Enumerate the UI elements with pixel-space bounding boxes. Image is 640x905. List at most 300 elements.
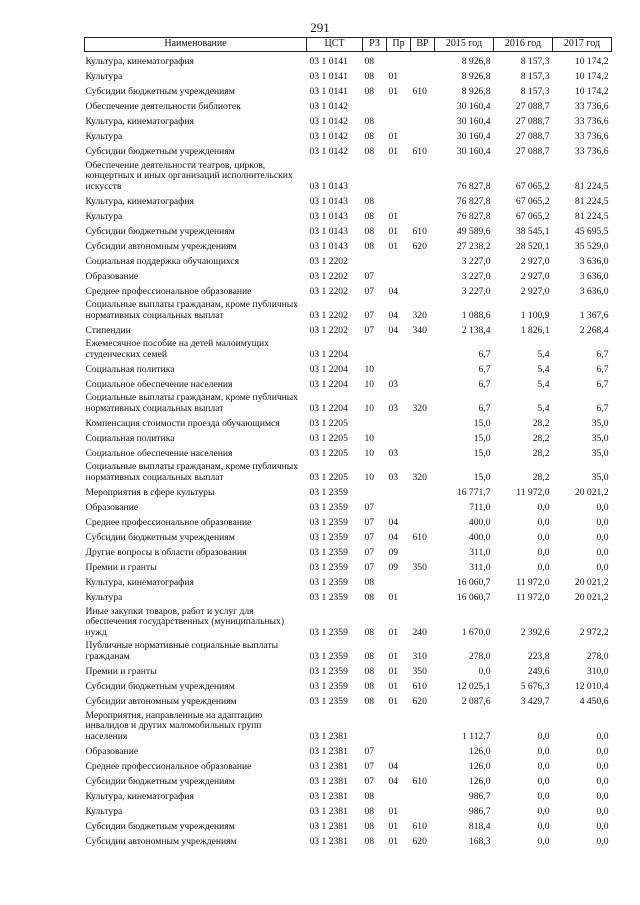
row-name: Культура, кинематография — [85, 55, 194, 67]
row-vr — [411, 267, 435, 282]
row-rz: 07 — [364, 516, 375, 528]
row-value-2017: 33 736,6 — [574, 100, 609, 112]
row-value-2017: 35,0 — [591, 471, 609, 483]
row-rz: 07 — [364, 745, 375, 757]
row-vr — [411, 67, 435, 82]
row-rz — [363, 414, 387, 429]
row-pr — [387, 97, 411, 112]
row-value-2015: 15,0 — [473, 432, 491, 444]
row-value-2017: 1 367,6 — [579, 309, 609, 321]
row-cst: 03 1 2359 — [309, 501, 348, 513]
row-pr: 01 — [388, 210, 399, 222]
row-cst: 03 1 2381 — [309, 730, 348, 742]
row-value-2015: 76 827,8 — [456, 195, 491, 207]
row-cst: 03 1 0141 — [309, 70, 348, 82]
row-cst: 03 1 2359 — [309, 591, 348, 603]
row-vr — [411, 336, 435, 360]
row-value-2015: 30 160,4 — [456, 145, 491, 157]
row-value-2015: 6,7 — [478, 363, 491, 375]
table-row — [85, 662, 612, 677]
row-vr — [411, 787, 435, 802]
row-name: Социальная политика — [85, 363, 175, 375]
row-vr — [411, 498, 435, 513]
row-vr — [411, 414, 435, 429]
row-rz: 08 — [364, 55, 375, 67]
header-2016: 2016 год — [494, 38, 553, 52]
row-vr: 610 — [412, 85, 427, 97]
row-value-2016: 2 927,0 — [520, 270, 550, 282]
row-rz: 08 — [364, 626, 375, 638]
row-value-2017: 0,0 — [596, 805, 609, 817]
row-value-2016: 5 676,3 — [520, 680, 550, 692]
row-vr — [411, 513, 435, 528]
row-pr — [387, 360, 411, 375]
row-rz: 08 — [364, 790, 375, 802]
row-name: Стипендии — [85, 324, 131, 336]
row-value-2016: 3 429,7 — [520, 695, 550, 707]
row-value-2017: 278,0 — [586, 650, 609, 662]
table-row — [85, 832, 612, 847]
row-pr — [387, 267, 411, 282]
row-cst: 03 1 0141 — [309, 55, 348, 67]
row-rz: 07 — [364, 775, 375, 787]
row-name: Субсидии бюджетным учреждениям — [85, 145, 235, 157]
row-value-2016: 0,0 — [537, 546, 550, 558]
row-value-2016: 5,4 — [537, 348, 550, 360]
header-2015: 2015 год — [435, 38, 494, 52]
row-rz: 08 — [364, 195, 375, 207]
row-pr: 03 — [388, 447, 399, 459]
row-pr: 03 — [388, 402, 399, 414]
table-row — [85, 112, 612, 127]
row-name: Социальное обеспечение населения — [85, 447, 233, 459]
row-rz: 08 — [364, 145, 375, 157]
row-value-2017: 20 021,2 — [574, 486, 609, 498]
row-pr: 01 — [388, 130, 399, 142]
row-vr — [411, 282, 435, 297]
row-cst: 03 1 2359 — [309, 531, 348, 543]
row-pr: 01 — [388, 85, 399, 97]
row-rz: 08 — [364, 85, 375, 97]
row-value-2016: 1 826,1 — [520, 324, 550, 336]
row-name: Культура — [85, 591, 123, 603]
row-vr: 620 — [412, 835, 427, 847]
row-value-2015: 8 926,8 — [461, 85, 491, 97]
row-value-2017: 0,0 — [596, 546, 609, 558]
row-pr: 01 — [388, 591, 399, 603]
row-name: Образование — [85, 745, 139, 757]
row-vr: 610 — [412, 225, 427, 237]
row-value-2015: 400,0 — [468, 516, 491, 528]
table-row — [85, 67, 612, 82]
row-rz: 08 — [364, 225, 375, 237]
row-value-2016: 38 545,1 — [515, 225, 550, 237]
row-value-2017: 4 450,6 — [579, 695, 609, 707]
table-row — [85, 638, 612, 662]
row-vr: 340 — [412, 324, 427, 336]
row-pr — [387, 336, 411, 360]
row-cst: 03 1 0142 — [309, 100, 348, 112]
header-pr: Пр — [387, 38, 411, 52]
row-cst: 03 1 2204 — [309, 348, 348, 360]
row-name: Образование — [85, 501, 139, 513]
row-rz: 08 — [364, 591, 375, 603]
row-pr: 01 — [388, 626, 399, 638]
row-value-2016: 11 972,0 — [516, 486, 550, 498]
row-rz: 08 — [364, 70, 375, 82]
row-name: Премии и гранты — [85, 665, 157, 677]
row-value-2015: 2 087,6 — [461, 695, 491, 707]
row-name: Мероприятия в сфере культуры — [85, 486, 215, 498]
row-pr — [387, 742, 411, 757]
row-value-2017: 33 736,6 — [574, 145, 609, 157]
row-value-2017: 0,0 — [596, 516, 609, 528]
row-value-2015: 6,7 — [478, 402, 491, 414]
row-name: Культура, кинематография — [85, 576, 194, 588]
row-rz — [363, 336, 387, 360]
table-row — [85, 603, 612, 638]
row-name: Премии и гранты — [85, 561, 157, 573]
table-header — [85, 38, 612, 52]
row-value-2015: 126,0 — [468, 745, 491, 757]
table-row — [85, 336, 612, 360]
row-value-2016: 0,0 — [537, 745, 550, 757]
row-value-2017: 35,0 — [591, 432, 609, 444]
row-value-2016: 0,0 — [537, 790, 550, 802]
row-name: Социальная политика — [85, 432, 175, 444]
row-rz: 10 — [364, 378, 375, 390]
row-rz: 10 — [364, 402, 375, 414]
row-pr — [387, 52, 411, 68]
row-name: Культура, кинематография — [85, 195, 194, 207]
row-value-2015: 311,0 — [469, 546, 491, 558]
row-vr — [411, 192, 435, 207]
row-pr: 03 — [388, 378, 399, 390]
row-value-2015: 2 138,4 — [461, 324, 491, 336]
row-name: Социальное обеспечение населения — [85, 378, 233, 390]
row-value-2015: 30 160,4 — [456, 115, 491, 127]
table-row — [85, 414, 612, 429]
row-rz: 08 — [364, 805, 375, 817]
row-name: Публичные нормативные социальные выплаты гражданам — [85, 640, 279, 662]
row-vr — [411, 429, 435, 444]
row-value-2015: 76 827,8 — [456, 210, 491, 222]
row-pr — [387, 414, 411, 429]
row-cst: 03 1 2381 — [309, 775, 348, 787]
row-vr — [411, 573, 435, 588]
row-value-2015: 16 060,7 — [456, 576, 491, 588]
row-vr — [411, 483, 435, 498]
row-value-2015: 15,0 — [473, 417, 491, 429]
row-pr: 01 — [388, 650, 399, 662]
row-name: Субсидии бюджетным учреждениям — [85, 225, 235, 237]
table-row — [85, 692, 612, 707]
row-cst: 03 1 2381 — [309, 820, 348, 832]
row-value-2016: 28,2 — [532, 417, 550, 429]
row-value-2017: 10 174,2 — [574, 55, 609, 67]
row-value-2017: 6,7 — [596, 402, 609, 414]
row-name: Мероприятия, направленные на адаптацию инвалидов и других маломобильных групп населения — [85, 709, 263, 742]
row-vr — [411, 360, 435, 375]
row-name: Субсидии автономным учреждениям — [85, 695, 237, 707]
row-value-2015: 8 926,8 — [461, 55, 491, 67]
table-row — [85, 558, 612, 573]
row-vr — [411, 588, 435, 603]
row-value-2017: 0,0 — [596, 760, 609, 772]
row-name: Среднее профессиональное образование — [85, 285, 252, 297]
header-2017: 2017 год — [553, 38, 612, 52]
table-row — [85, 321, 612, 336]
row-rz: 07 — [364, 561, 375, 573]
row-value-2016: 223,8 — [527, 650, 550, 662]
row-value-2016: 2 927,0 — [520, 285, 550, 297]
row-cst: 03 1 2202 — [309, 324, 348, 336]
row-value-2016: 0,0 — [537, 531, 550, 543]
row-rz: 07 — [364, 546, 375, 558]
row-name: Субсидии бюджетным учреждениям — [85, 531, 235, 543]
row-value-2017: 12 010,4 — [574, 680, 609, 692]
row-value-2016: 0,0 — [537, 775, 550, 787]
table-row — [85, 757, 612, 772]
table-row — [85, 543, 612, 558]
row-pr: 01 — [388, 805, 399, 817]
row-rz: 08 — [364, 820, 375, 832]
row-value-2017: 10 174,2 — [574, 85, 609, 97]
row-cst: 03 1 2205 — [309, 417, 348, 429]
row-value-2016: 8 157,3 — [520, 85, 550, 97]
row-pr: 09 — [388, 561, 399, 573]
row-value-2017: 35 529,0 — [574, 240, 609, 252]
row-value-2017: 0,0 — [596, 820, 609, 832]
row-vr: 310 — [412, 650, 427, 662]
row-cst: 03 1 2381 — [309, 805, 348, 817]
row-rz: 08 — [364, 240, 375, 252]
row-vr: 320 — [412, 309, 427, 321]
row-value-2016: 27 088,7 — [515, 145, 550, 157]
row-value-2015: 818,4 — [468, 820, 491, 832]
row-value-2017: 20 021,2 — [574, 576, 609, 588]
row-name: Социальная поддержка обучающихся — [85, 255, 240, 267]
table-row — [85, 817, 612, 832]
row-value-2016: 67 065,2 — [515, 180, 550, 192]
row-pr: 01 — [388, 680, 399, 692]
row-cst: 03 1 2359 — [309, 486, 348, 498]
row-rz: 08 — [364, 695, 375, 707]
row-vr — [411, 757, 435, 772]
row-vr — [411, 127, 435, 142]
row-name: Субсидии автономным учреждениям — [85, 835, 237, 847]
row-value-2016: 27 088,7 — [515, 115, 550, 127]
row-value-2017: 6,7 — [596, 348, 609, 360]
row-cst: 03 1 2205 — [309, 447, 348, 459]
row-value-2016: 5,4 — [537, 363, 550, 375]
row-rz: 07 — [364, 531, 375, 543]
row-cst: 03 1 0143 — [309, 225, 348, 237]
row-name: Образование — [85, 270, 139, 282]
row-pr — [387, 498, 411, 513]
row-value-2015: 76 827,8 — [456, 180, 491, 192]
row-vr — [411, 543, 435, 558]
table-row — [85, 97, 612, 112]
row-cst: 03 1 2205 — [309, 471, 348, 483]
row-value-2017: 3 636,0 — [579, 255, 609, 267]
row-value-2015: 15,0 — [473, 447, 491, 459]
row-cst: 03 1 2204 — [309, 378, 348, 390]
row-vr — [411, 444, 435, 459]
row-rz: 07 — [364, 324, 375, 336]
row-name: Культура — [85, 130, 123, 142]
row-value-2016: 8 157,3 — [520, 70, 550, 82]
row-name: Социальные выплаты гражданам, кроме публичных нормативных социальных выплат — [85, 461, 299, 483]
row-name: Среднее профессиональное образование — [85, 760, 252, 772]
row-pr: 04 — [388, 516, 399, 528]
row-value-2015: 3 227,0 — [461, 270, 491, 282]
row-pr: 01 — [388, 820, 399, 832]
row-pr: 01 — [388, 145, 399, 157]
row-vr: 320 — [412, 402, 427, 414]
row-value-2017: 3 636,0 — [579, 270, 609, 282]
row-cst: 03 1 2202 — [309, 309, 348, 321]
row-vr: 620 — [412, 695, 427, 707]
row-rz: 10 — [364, 447, 375, 459]
budget-table — [84, 37, 612, 847]
row-rz: 08 — [364, 115, 375, 127]
row-rz — [363, 97, 387, 112]
row-value-2017: 45 695,5 — [574, 225, 609, 237]
row-cst: 03 1 2381 — [309, 835, 348, 847]
table-row — [85, 772, 612, 787]
row-cst: 03 1 2381 — [309, 745, 348, 757]
row-value-2016: 28,2 — [532, 432, 550, 444]
row-cst: 03 1 2359 — [309, 516, 348, 528]
row-vr — [411, 97, 435, 112]
page-number: 291 — [310, 20, 330, 35]
row-value-2017: 3 636,0 — [579, 285, 609, 297]
row-value-2017: 20 021,2 — [574, 591, 609, 603]
table-row — [85, 483, 612, 498]
row-name: Культура — [85, 70, 123, 82]
row-cst: 03 1 2359 — [309, 680, 348, 692]
row-value-2015: 1 088,6 — [461, 309, 491, 321]
table-row — [85, 707, 612, 742]
table-row — [85, 192, 612, 207]
row-pr: 04 — [388, 285, 399, 297]
row-name: Культура — [85, 805, 123, 817]
table-body — [85, 52, 612, 848]
row-value-2017: 310,0 — [586, 665, 609, 677]
row-vr: 320 — [412, 471, 427, 483]
row-value-2017: 2 268,4 — [579, 324, 609, 336]
row-pr: 04 — [388, 775, 399, 787]
table-row — [85, 429, 612, 444]
table-row — [85, 444, 612, 459]
row-value-2015: 168,3 — [468, 835, 491, 847]
row-vr: 350 — [412, 665, 427, 677]
row-value-2017: 0,0 — [596, 730, 609, 742]
row-value-2015: 8 926,8 — [461, 70, 491, 82]
header-cst: ЦСТ — [307, 38, 363, 52]
row-value-2015: 311,0 — [469, 561, 491, 573]
table-row — [85, 237, 612, 252]
row-value-2016: 27 088,7 — [515, 130, 550, 142]
row-rz: 07 — [364, 285, 375, 297]
row-pr: 04 — [388, 309, 399, 321]
row-cst: 03 1 0142 — [309, 130, 348, 142]
row-vr: 620 — [412, 240, 427, 252]
row-vr — [411, 742, 435, 757]
row-pr — [387, 252, 411, 267]
row-pr: 03 — [388, 471, 399, 483]
row-cst: 03 1 0141 — [309, 85, 348, 97]
row-vr — [411, 802, 435, 817]
row-rz: 08 — [364, 835, 375, 847]
row-value-2015: 126,0 — [468, 760, 491, 772]
row-rz: 08 — [364, 576, 375, 588]
row-value-2017: 2 972,2 — [579, 626, 609, 638]
row-cst: 03 1 2204 — [309, 402, 348, 414]
row-value-2017: 0,0 — [596, 561, 609, 573]
row-value-2017: 0,0 — [596, 835, 609, 847]
row-value-2015: 0,0 — [478, 665, 491, 677]
row-pr — [387, 787, 411, 802]
header-rz: РЗ — [363, 38, 387, 52]
row-rz: 10 — [364, 471, 375, 483]
row-value-2015: 126,0 — [468, 775, 491, 787]
row-cst: 03 1 2359 — [309, 650, 348, 662]
table-row — [85, 528, 612, 543]
row-cst: 03 1 2359 — [309, 695, 348, 707]
row-pr: 01 — [388, 695, 399, 707]
row-value-2015: 6,7 — [478, 348, 491, 360]
row-value-2015: 986,7 — [468, 805, 491, 817]
row-name: Субсидии бюджетным учреждениям — [85, 680, 235, 692]
row-value-2017: 6,7 — [596, 378, 609, 390]
row-rz: 08 — [364, 130, 375, 142]
row-value-2017: 0,0 — [596, 775, 609, 787]
table-row — [85, 297, 612, 321]
row-pr: 01 — [388, 665, 399, 677]
table-row — [85, 787, 612, 802]
row-rz — [363, 707, 387, 742]
row-value-2015: 3 227,0 — [461, 255, 491, 267]
table-row — [85, 802, 612, 817]
row-value-2017: 0,0 — [596, 745, 609, 757]
table-row — [85, 157, 612, 192]
row-value-2016: 5,4 — [537, 402, 550, 414]
row-value-2016: 27 088,7 — [515, 100, 550, 112]
row-vr — [411, 252, 435, 267]
row-value-2015: 30 160,4 — [456, 100, 491, 112]
row-value-2017: 6,7 — [596, 363, 609, 375]
row-rz: 08 — [364, 650, 375, 662]
row-name: Компенсация стоимости проезда обучающимся — [85, 417, 280, 429]
row-pr: 01 — [388, 70, 399, 82]
row-pr — [387, 112, 411, 127]
row-vr: 350 — [412, 561, 427, 573]
row-value-2015: 711,0 — [469, 501, 491, 513]
row-value-2016: 249,6 — [527, 665, 550, 677]
row-vr — [411, 112, 435, 127]
row-value-2017: 0,0 — [596, 501, 609, 513]
row-value-2016: 11 972,0 — [516, 576, 550, 588]
row-value-2016: 67 065,2 — [515, 210, 550, 222]
row-rz: 08 — [364, 665, 375, 677]
row-name: Культура, кинематография — [85, 115, 194, 127]
row-rz: 08 — [364, 680, 375, 692]
row-value-2015: 27 238,2 — [456, 240, 491, 252]
table-row — [85, 375, 612, 390]
row-value-2016: 0,0 — [537, 760, 550, 772]
